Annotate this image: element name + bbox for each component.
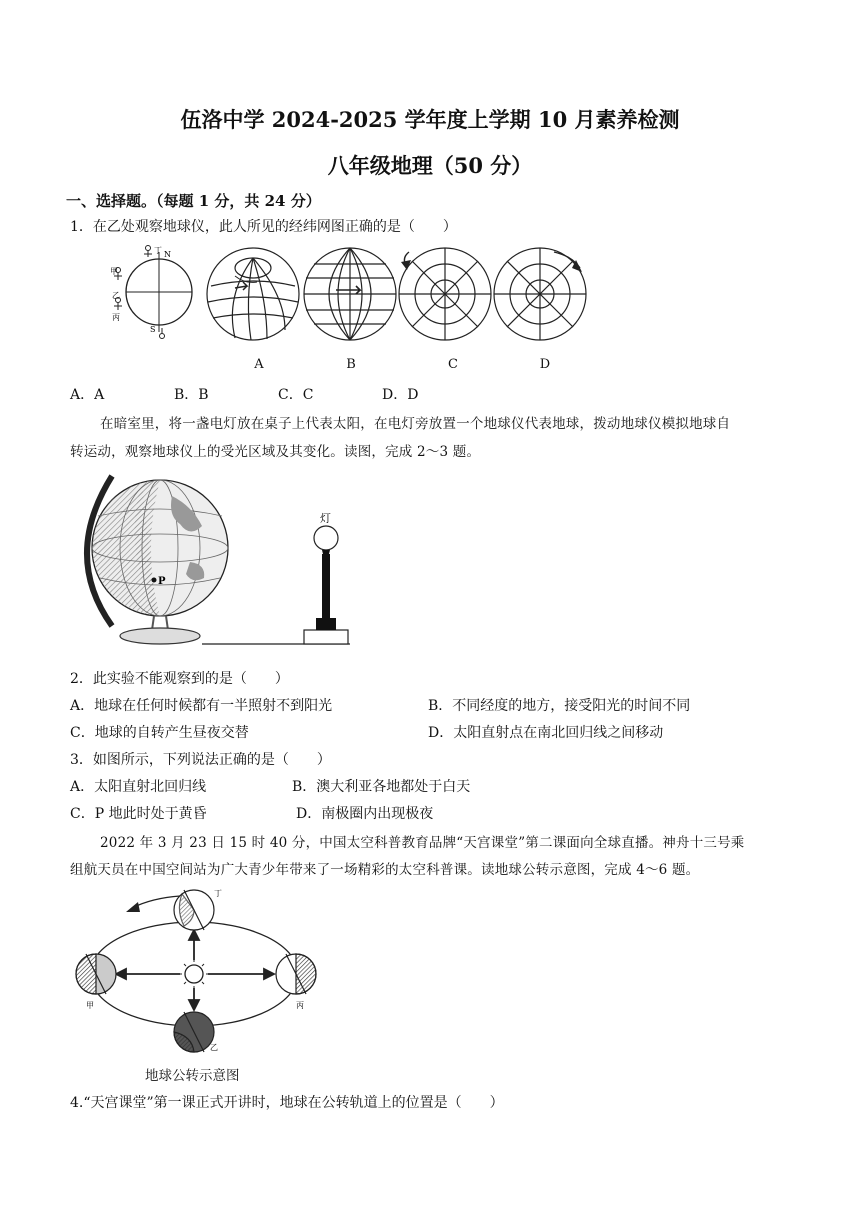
orbit-label-jia: 甲: [86, 1001, 94, 1010]
label-yi: 乙: [112, 291, 120, 300]
passage-2-line-1: 2022 年 3 月 23 日 15 时 40 分，中国太空科普教育品牌“天宫课堂”第二课面向全球直播。神舟十三号乘: [100, 835, 745, 851]
orbit-label-bing: 丙: [296, 1001, 304, 1010]
figure-label-a: A: [254, 357, 264, 372]
question-2-stem: 2．此实验不能观察到的是（ ）: [70, 671, 289, 687]
orbit-figure-caption: 地球公转示意图: [145, 1068, 240, 1084]
graticule-figure-c: [397, 246, 493, 342]
q3-option-a: A．太阳直射北回归线: [70, 779, 207, 795]
lamp-label: 灯: [320, 512, 331, 525]
passage-1-line-2: 转运动，观察地球仪上的受光区域及其变化。读图，完成 2～3 题。: [70, 444, 481, 460]
graticule-figure-a: [205, 246, 301, 342]
q3-option-d: D．南极圈内出现极夜: [296, 806, 434, 822]
page-title: 伍洛中学 2024-2025 学年度上学期 10 月素养检测: [180, 107, 680, 132]
passage-2-line-2: 组航天员在中国空间站为广大青少年带来了一场精彩的太空科普课。读地球公转示意图，完成 4～6 题。: [70, 862, 700, 878]
passage-1-line-1: 在暗室里，将一盏电灯放在桌子上代表太阳，在电灯旁放置一个地球仪代表地球，拨动地球仪模拟地球自: [100, 416, 731, 432]
page-subtitle: 八年级地理（50 分）: [327, 153, 533, 178]
label-s: S: [150, 325, 156, 334]
graticule-figure-d: [492, 246, 588, 342]
q1-option-c: C．C: [278, 387, 314, 403]
orbit-figure: [72, 886, 322, 1056]
question-4-stem: 4.“天宫课堂”第一课正式开讲时，地球在公转轨道上的位置是（ ）: [70, 1095, 504, 1111]
q1-option-b: B．B: [174, 387, 209, 403]
observer-position-figure: [108, 244, 198, 344]
orbit-label-yi: 乙: [210, 1043, 218, 1052]
figure-label-d: D: [539, 357, 551, 372]
q1-option-a: A．A: [70, 387, 105, 403]
q3-option-c: C．P 地此时处于黄昏: [70, 806, 207, 822]
q2-option-b: B．不同经度的地方，接受阳光的时间不同: [428, 698, 691, 714]
orbit-label-ding: 丁: [214, 889, 222, 898]
graticule-figure-b: [302, 246, 398, 342]
section-heading: 一、选择题。（每题 1 分，共 24 分）: [66, 192, 321, 210]
label-ding: 丁: [154, 246, 162, 255]
figure-label-c: C: [448, 357, 458, 372]
q1-option-d: D．D: [382, 387, 419, 403]
figure-label-b: B: [346, 357, 356, 372]
point-p-label: P: [158, 576, 166, 587]
globe-lamp-figure: [72, 466, 362, 651]
label-bing: 丙: [112, 313, 120, 322]
question-1-stem: 1．在乙处观察地球仪，此人所见的经纬网图正确的是（ ）: [70, 219, 457, 235]
q2-option-c: C．地球的自转产生昼夜交替: [70, 725, 249, 741]
label-jia: 甲: [110, 267, 118, 276]
label-n: N: [164, 250, 171, 259]
question-3-stem: 3．如图所示，下列说法正确的是（ ）: [70, 752, 331, 768]
q2-option-a: A．地球在任何时候都有一半照射不到阳光: [70, 698, 333, 714]
q3-option-b: B．澳大利亚各地都处于白天: [292, 779, 471, 795]
q2-option-d: D．太阳直射点在南北回归线之间移动: [428, 725, 664, 741]
